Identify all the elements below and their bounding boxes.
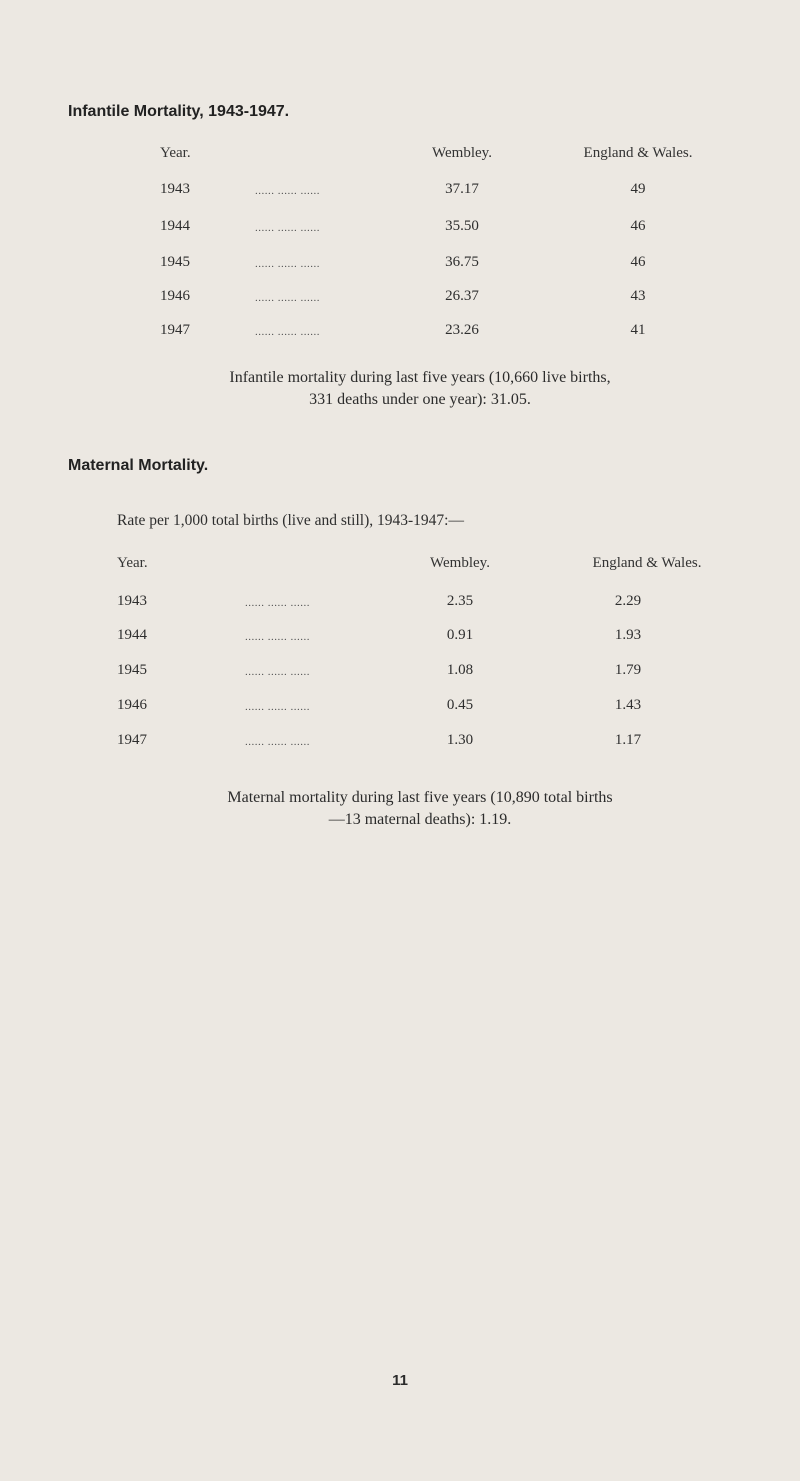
maternal-mortality-heading: Maternal Mortality. xyxy=(68,457,209,474)
wembley-value: 35.50 xyxy=(445,218,479,234)
leader-dots: ...... ...... ...... xyxy=(255,222,320,234)
leader-dots: ...... ...... ...... xyxy=(255,326,320,338)
infantile-note-line-1: Infantile mortality during last five years (10,660 live births, xyxy=(229,369,611,386)
infantile-england-wales-header: England & Wales. xyxy=(583,145,693,161)
infantile-note-line-2: 331 deaths under one year): 31.05. xyxy=(309,391,531,408)
england-wales-value: 1.43 xyxy=(614,697,642,713)
infantile-wembley-header: Wembley. xyxy=(432,145,492,161)
england-wales-value: 43 xyxy=(630,288,646,304)
wembley-value: 1.30 xyxy=(446,732,474,748)
maternal-note-line-1: Maternal mortality during last five years (10,890 total births xyxy=(227,789,613,806)
england-wales-value: 2.29 xyxy=(614,593,642,609)
leader-dots: ...... ...... ...... xyxy=(255,292,320,304)
year-cell: 1946 xyxy=(117,697,147,713)
wembley-value: 26.37 xyxy=(445,288,479,304)
england-wales-value: 1.93 xyxy=(614,627,642,643)
maternal-wembley-header: Wembley. xyxy=(430,555,490,571)
maternal-note-line-2: —13 maternal deaths): 1.19. xyxy=(328,811,512,828)
england-wales-value: 1.79 xyxy=(614,662,642,678)
wembley-value: 0.45 xyxy=(446,697,474,713)
year-cell: 1944 xyxy=(160,218,190,234)
page-number: 11 xyxy=(392,1372,408,1389)
year-cell: 1943 xyxy=(117,593,147,609)
wembley-value: 37.17 xyxy=(445,181,479,197)
wembley-value: 36.75 xyxy=(445,254,479,270)
england-wales-value: 46 xyxy=(630,218,646,234)
year-cell: 1947 xyxy=(160,322,190,338)
leader-dots: ...... ...... ...... xyxy=(245,701,310,713)
infantile-year-header: Year. xyxy=(160,145,191,161)
year-cell: 1945 xyxy=(160,254,190,270)
leader-dots: ...... ...... ...... xyxy=(245,597,310,609)
wembley-value: 1.08 xyxy=(446,662,474,678)
infantile-summary-note xyxy=(100,367,740,411)
leader-dots: ...... ...... ...... xyxy=(245,631,310,643)
year-cell: 1943 xyxy=(160,181,190,197)
wembley-value: 0.91 xyxy=(446,627,474,643)
leader-dots: ...... ...... ...... xyxy=(255,185,320,197)
leader-dots: ...... ...... ...... xyxy=(245,736,310,748)
infantile-mortality-heading: Infantile Mortality, 1943-1947. xyxy=(68,103,290,120)
year-cell: 1947 xyxy=(117,732,147,748)
maternal-rate-intro: Rate per 1,000 total births (live and still), 1943-1947:— xyxy=(117,512,464,529)
year-cell: 1944 xyxy=(117,627,147,643)
year-cell: 1945 xyxy=(117,662,147,678)
maternal-england-wales-header: England & Wales. xyxy=(592,555,702,571)
leader-dots: ...... ...... ...... xyxy=(255,258,320,270)
england-wales-value: 1.17 xyxy=(614,732,642,748)
england-wales-value: 46 xyxy=(630,254,646,270)
england-wales-value: 41 xyxy=(630,322,646,338)
year-cell: 1946 xyxy=(160,288,190,304)
maternal-summary-note xyxy=(100,787,740,831)
maternal-year-header: Year. xyxy=(117,555,148,571)
leader-dots: ...... ...... ...... xyxy=(245,666,310,678)
wembley-value: 2.35 xyxy=(446,593,474,609)
wembley-value: 23.26 xyxy=(445,322,479,338)
england-wales-value: 49 xyxy=(630,181,646,197)
